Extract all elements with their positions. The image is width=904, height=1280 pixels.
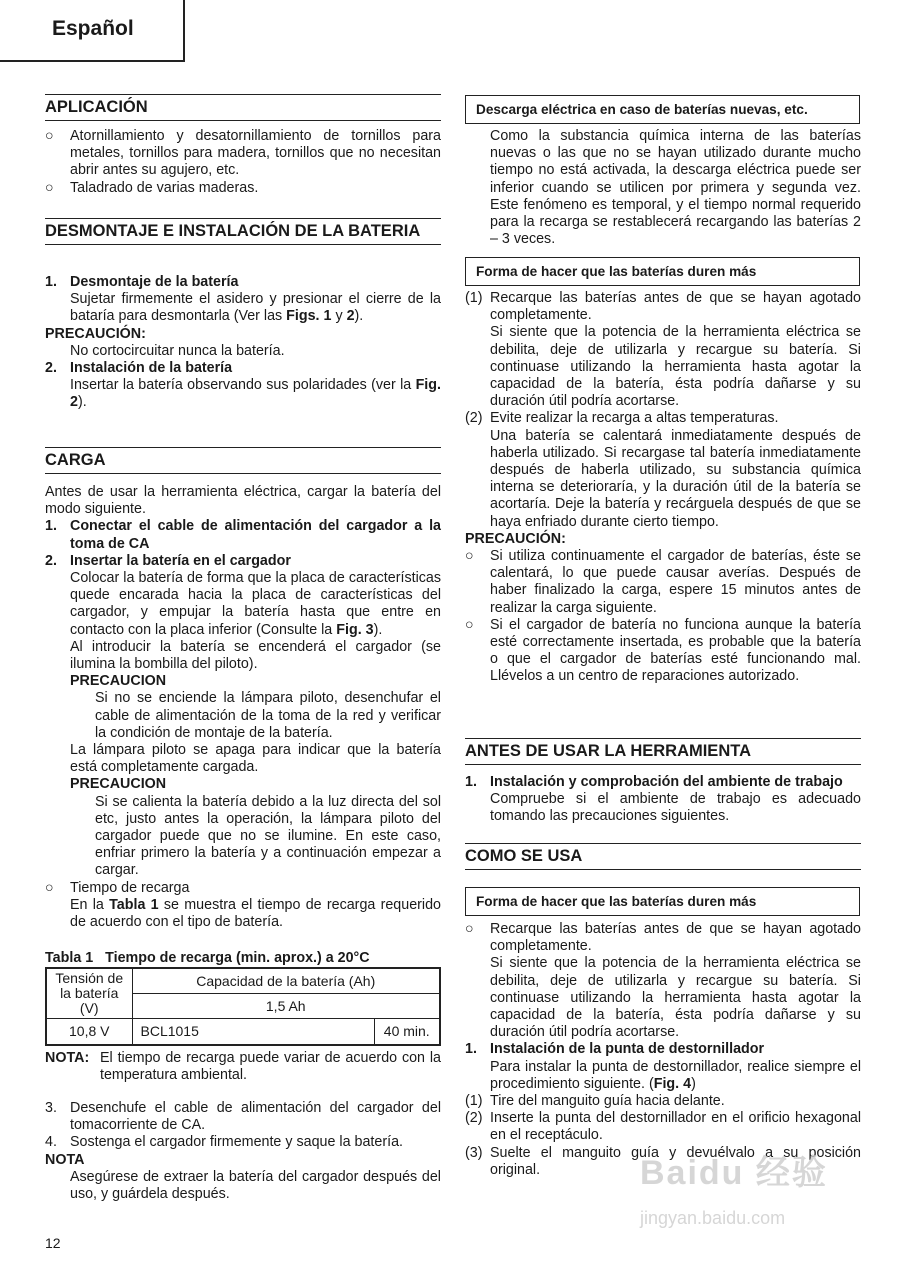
text: Sujetar firmemente el asidero y presionar el cierre de la bataría para desmontarla (Ver las xyxy=(70,291,441,325)
text-block xyxy=(45,1152,441,1169)
text: Al introducir la batería se encenderá el cargador (se ilumina la bombilla del piloto). xyxy=(70,638,441,673)
text-block xyxy=(45,1100,441,1134)
text: PRECAUCIÓN: xyxy=(45,325,146,342)
steps-3-4 xyxy=(45,1100,441,1203)
text: Figs. 1 xyxy=(286,308,332,325)
text: 1. xyxy=(465,774,477,790)
text: 2. xyxy=(45,552,57,569)
text: ) xyxy=(691,1075,696,1092)
text: Tiempo de recarga xyxy=(70,879,190,896)
text: ). xyxy=(77,394,87,411)
text-block xyxy=(45,1134,441,1151)
text: El tiempo de recarga puede variar de acuerdo con la temperatura ambiental. xyxy=(100,1050,441,1084)
list-marker: ○ xyxy=(45,128,54,144)
box-duren-mas: Forma de hacer que las baterías duren más xyxy=(465,257,860,286)
text-block xyxy=(45,360,441,412)
antes-body xyxy=(465,774,861,826)
text: Desenchufe el cable de alimentación del cargador del tomacorriente de CA. xyxy=(70,1100,441,1134)
text: Recarque las baterías antes de que se hayan agotado completamente. xyxy=(490,290,861,324)
text: 10,8 V xyxy=(46,1019,132,1045)
text: Para instalar la punta de destornillador, realice siempre el procedimiento siguiente. ( xyxy=(490,1058,861,1092)
text: (3) xyxy=(465,1144,483,1161)
text: Si se calienta la batería debido a la luz directa del sol etc, justo antes la operación, la lámpara piloto del cargador puede que no se ilumine. En este caso, enfriar primero la batería y a continuación empezar a cargar. xyxy=(95,793,441,879)
text: Colocar la batería de forma que la placa de características quede encarada hacia la placa de características del cargador, y empujar la batería hasta que entre en contacto con la placa inferior (Consulte la xyxy=(70,570,441,638)
list-item xyxy=(45,180,441,197)
text: ). xyxy=(354,308,364,325)
text: Instalación de la punta de destornillador xyxy=(490,1041,765,1058)
text: 2. xyxy=(45,360,57,377)
text-block xyxy=(465,617,861,686)
aplicacion-list xyxy=(45,128,441,197)
table-caption: Tabla 1 Tiempo de recarga (min. aprox.) a 20°C xyxy=(45,950,370,966)
text-block xyxy=(465,1110,861,1144)
text: 1. xyxy=(45,274,57,290)
text: No cortocircuitar nunca la batería. xyxy=(70,342,285,359)
text: En la xyxy=(70,896,104,913)
text: (2) xyxy=(465,410,483,427)
page-number: 12 xyxy=(45,1235,61,1251)
text-block xyxy=(465,548,861,617)
text-block xyxy=(465,290,861,410)
heading-desmontaje: DESMONTAJE E INSTALACIÓN DE LA BATERIA xyxy=(45,218,441,245)
text: Tabla 1 xyxy=(109,896,159,913)
language-label: Español xyxy=(52,17,134,40)
watermark-url: jingyan.baidu.com xyxy=(640,1208,786,1228)
text: se muestra el tiempo de recarga requerido de acuerdo con el tipo de batería. xyxy=(70,896,442,931)
text: Inserte la punta del destornillador en el orificio hexagonal en el receptáculo. xyxy=(490,1110,861,1144)
list-marker: ○ xyxy=(465,548,474,565)
text: Instalación y comprobación del ambiente de trabajo xyxy=(490,774,843,790)
text: Tensión de la batería (V) xyxy=(46,968,132,1019)
text-block xyxy=(45,880,441,932)
language-tab xyxy=(0,0,185,62)
list-marker: ○ xyxy=(45,879,54,896)
text: NOTA: xyxy=(45,1050,90,1066)
text: Compruebe si el ambiente de trabajo es adecuado tomando las precauciones siguientes. xyxy=(490,791,861,825)
list-marker: ○ xyxy=(465,616,474,633)
text-block xyxy=(465,774,861,826)
text-block xyxy=(465,921,861,1041)
text: Conectar el cable de alimentación del cargador a la toma de CA xyxy=(70,518,441,552)
text: Si siente que la potencia de la herramienta eléctrica se debilita, deje de utilizarla y recargue su batería. Si continuase utilizando la herramienta hasta agotar la capacidad de la batería, ésta podría dañarse y su duración útil podría acortarse. xyxy=(490,955,861,1041)
text: Una batería se calentará inmediatamente después de haberla utilizado. Si recargase tal batería inmediatamente después de haberla utilizado, su substancia química interna se deterioraría, y la duración útil de la batería se acortaría. Deje la batería y recárguela después de que se haya enfriado durante cierto tiempo. xyxy=(490,427,861,530)
text-block xyxy=(465,1041,861,1093)
duren-mas-list xyxy=(465,290,861,686)
heading-aplicacion: APLICACIÓN xyxy=(45,94,441,121)
text: Taladrado de varias maderas. xyxy=(70,179,259,196)
descarga-text: Como la substancia química interna de las baterías nuevas o las que no se hayan utilizado durante mucho tiempo no está activada, la descarga eléctrica puede ser inferior cuando se utilicen por primera y segunda vez. Este fenómeno es temporal, y el tiempo normal requerido para la recarga se restablecerá recargando las baterías 2 – 3 veces. xyxy=(490,128,861,248)
text-block xyxy=(70,673,441,690)
text: PRECAUCIÓN: xyxy=(465,530,566,547)
text-block xyxy=(45,967,441,1046)
como-body xyxy=(465,921,861,1179)
box-duren-mas-2: Forma de hacer que las baterías duren más xyxy=(465,887,860,916)
text: Si no se enciende la lámpara piloto, desenchufar el cable de alimentación de la toma de la red y verificar la condición de montaje de la batería. xyxy=(95,690,441,741)
desmontaje-body xyxy=(45,274,441,412)
text-block xyxy=(45,1050,441,1084)
text-block xyxy=(45,274,441,326)
text: Atornillamiento y desatornillamiento de tornillos para metales, tornillos para madera, tornillos que no necesitan abrir antes su agujero, etc. xyxy=(70,128,441,179)
text: Insertar la batería observando sus polaridades (ver la xyxy=(70,377,412,394)
text-block xyxy=(70,776,441,793)
text: Asegúrese de extraer la batería del cargador después del uso, y guárdela después. xyxy=(70,1168,441,1203)
text: (1) xyxy=(465,1093,483,1110)
nota xyxy=(45,1050,441,1084)
text: 3. xyxy=(45,1100,57,1116)
text: (2) xyxy=(465,1110,483,1127)
text-block xyxy=(46,1019,440,1045)
text: Fig. 3 xyxy=(336,621,374,638)
text: 1. xyxy=(465,1041,477,1058)
heading-antes: ANTES DE USAR LA HERRAMIENTA xyxy=(465,738,861,765)
list-marker: ○ xyxy=(465,921,474,937)
text: 1,5 Ah xyxy=(132,993,440,1018)
text: Recarque las baterías antes de que se hayan agotado completamente. xyxy=(490,921,861,955)
text-block xyxy=(46,968,440,1045)
watermark-logo: Baidu 经验 xyxy=(640,1154,828,1192)
text: PRECAUCION xyxy=(70,673,167,690)
text: (1) xyxy=(465,290,483,306)
text: y xyxy=(335,308,343,325)
table-1 xyxy=(45,950,441,1046)
text: 4. xyxy=(45,1134,57,1151)
text: ). xyxy=(373,621,383,638)
text: Evite realizar la recarga a altas temperaturas. xyxy=(490,410,779,427)
text: Si siente que la potencia de la herramienta eléctrica se debilita, deje de utilizarla y recargue su batería. Si continuase utilizando la herramienta hasta agotar la capacidad de la batería, ésta podría dañarse y su duración útil podría acortarse. xyxy=(490,324,861,410)
text: Si utiliza continuamente el cargador de baterías, éste se calentará, lo que puede causar averías. Después de haber finalizado la carga, espere 15 minutos antes de realizar la carga siguiente. xyxy=(490,548,861,616)
text-block xyxy=(46,968,440,993)
text-block xyxy=(465,1093,861,1110)
text: Capacidad de la batería (Ah) xyxy=(132,968,440,993)
text: La lámpara piloto se apaga para indicar que la batería está completamente cargada. xyxy=(70,742,441,776)
text-block xyxy=(465,531,861,548)
text: 40 min. xyxy=(374,1019,440,1045)
text: BCL1015 xyxy=(132,1019,374,1045)
text: Fig. 4 xyxy=(653,1075,692,1092)
text: 1. xyxy=(45,518,57,535)
carga-body xyxy=(45,484,441,931)
text-block xyxy=(45,326,441,343)
heading-como: COMO SE USA xyxy=(465,843,861,870)
box-descarga: Descarga eléctrica en caso de baterías nuevas, etc. xyxy=(465,95,860,124)
list-item xyxy=(45,128,441,180)
text: 2 xyxy=(346,308,355,325)
text: Tire del manguito guía hacia delante. xyxy=(490,1093,725,1110)
text: PRECAUCION xyxy=(70,776,167,793)
text: Sostenga el cargador firmemente y saque la batería. xyxy=(70,1134,403,1151)
text-block xyxy=(45,553,441,880)
text: NOTA xyxy=(45,1151,85,1168)
list-marker: ○ xyxy=(45,179,54,196)
text: Desmontaje de la batería xyxy=(70,274,239,290)
text: Insertar la batería en el cargador xyxy=(70,552,291,569)
text: Suelte el manguito guía y devuélvalo a su posición original. xyxy=(490,1144,861,1178)
text: Fig. 2 xyxy=(70,377,441,411)
text-block xyxy=(465,410,861,530)
text-block xyxy=(45,518,441,552)
text: Instalación de la batería xyxy=(70,360,233,377)
heading-carga: CARGA xyxy=(45,447,441,474)
text: Si el cargador de batería no funciona aunque la batería esté correctamente insertada, es probable que la batería o que el cargador de baterías esté funcionando mal. Llévelos a un centro de reparaciones autorizado. xyxy=(490,616,861,685)
text: Antes de usar la herramienta eléctrica, cargar la batería del modo siguiente. xyxy=(45,484,441,518)
